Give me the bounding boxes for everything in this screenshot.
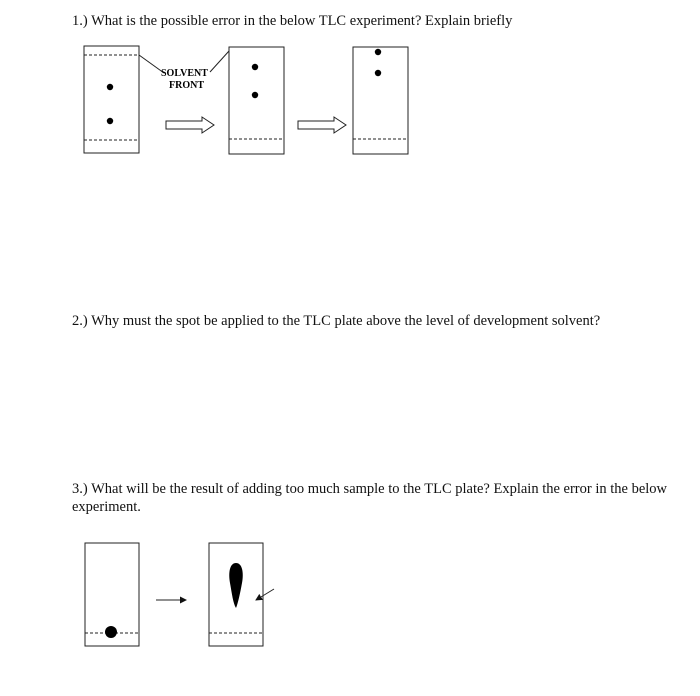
tlc-plate-overloaded-before <box>85 543 139 646</box>
question-1: 1.) What is the possible error in the below TLC experiment? Explain briefly <box>72 13 513 29</box>
tlc-plate-overloaded-after <box>209 543 263 646</box>
solvent-front-label: SOLVENT <box>161 68 208 79</box>
question-3: 3.) What will be the result of adding too much sample to the TLC plate? Explain the error in the below experiment. <box>72 481 668 515</box>
process-arrow <box>166 117 214 133</box>
process-arrow <box>298 117 346 133</box>
streaked-spot <box>229 563 243 608</box>
tlc-spot <box>252 92 258 98</box>
tlc-plate-1 <box>84 46 139 153</box>
pointer-line <box>210 51 229 72</box>
tlc-figure-3 <box>85 543 274 646</box>
tlc-spot <box>107 118 113 124</box>
pointer-arrow <box>256 589 274 600</box>
large-sample-spot <box>105 626 117 638</box>
solvent-front-label: FRONT <box>169 80 204 91</box>
question-2: 2.) Why must the spot be applied to the TLC plate above the level of development solvent? <box>72 313 601 329</box>
tlc-figure-1 <box>84 46 408 154</box>
tlc-plate-3 <box>353 47 408 154</box>
tlc-spot <box>252 64 258 70</box>
tlc-spot <box>375 70 381 76</box>
tlc-spot <box>375 49 381 55</box>
tlc-spot <box>107 84 113 90</box>
tlc-plate-2 <box>229 47 284 154</box>
